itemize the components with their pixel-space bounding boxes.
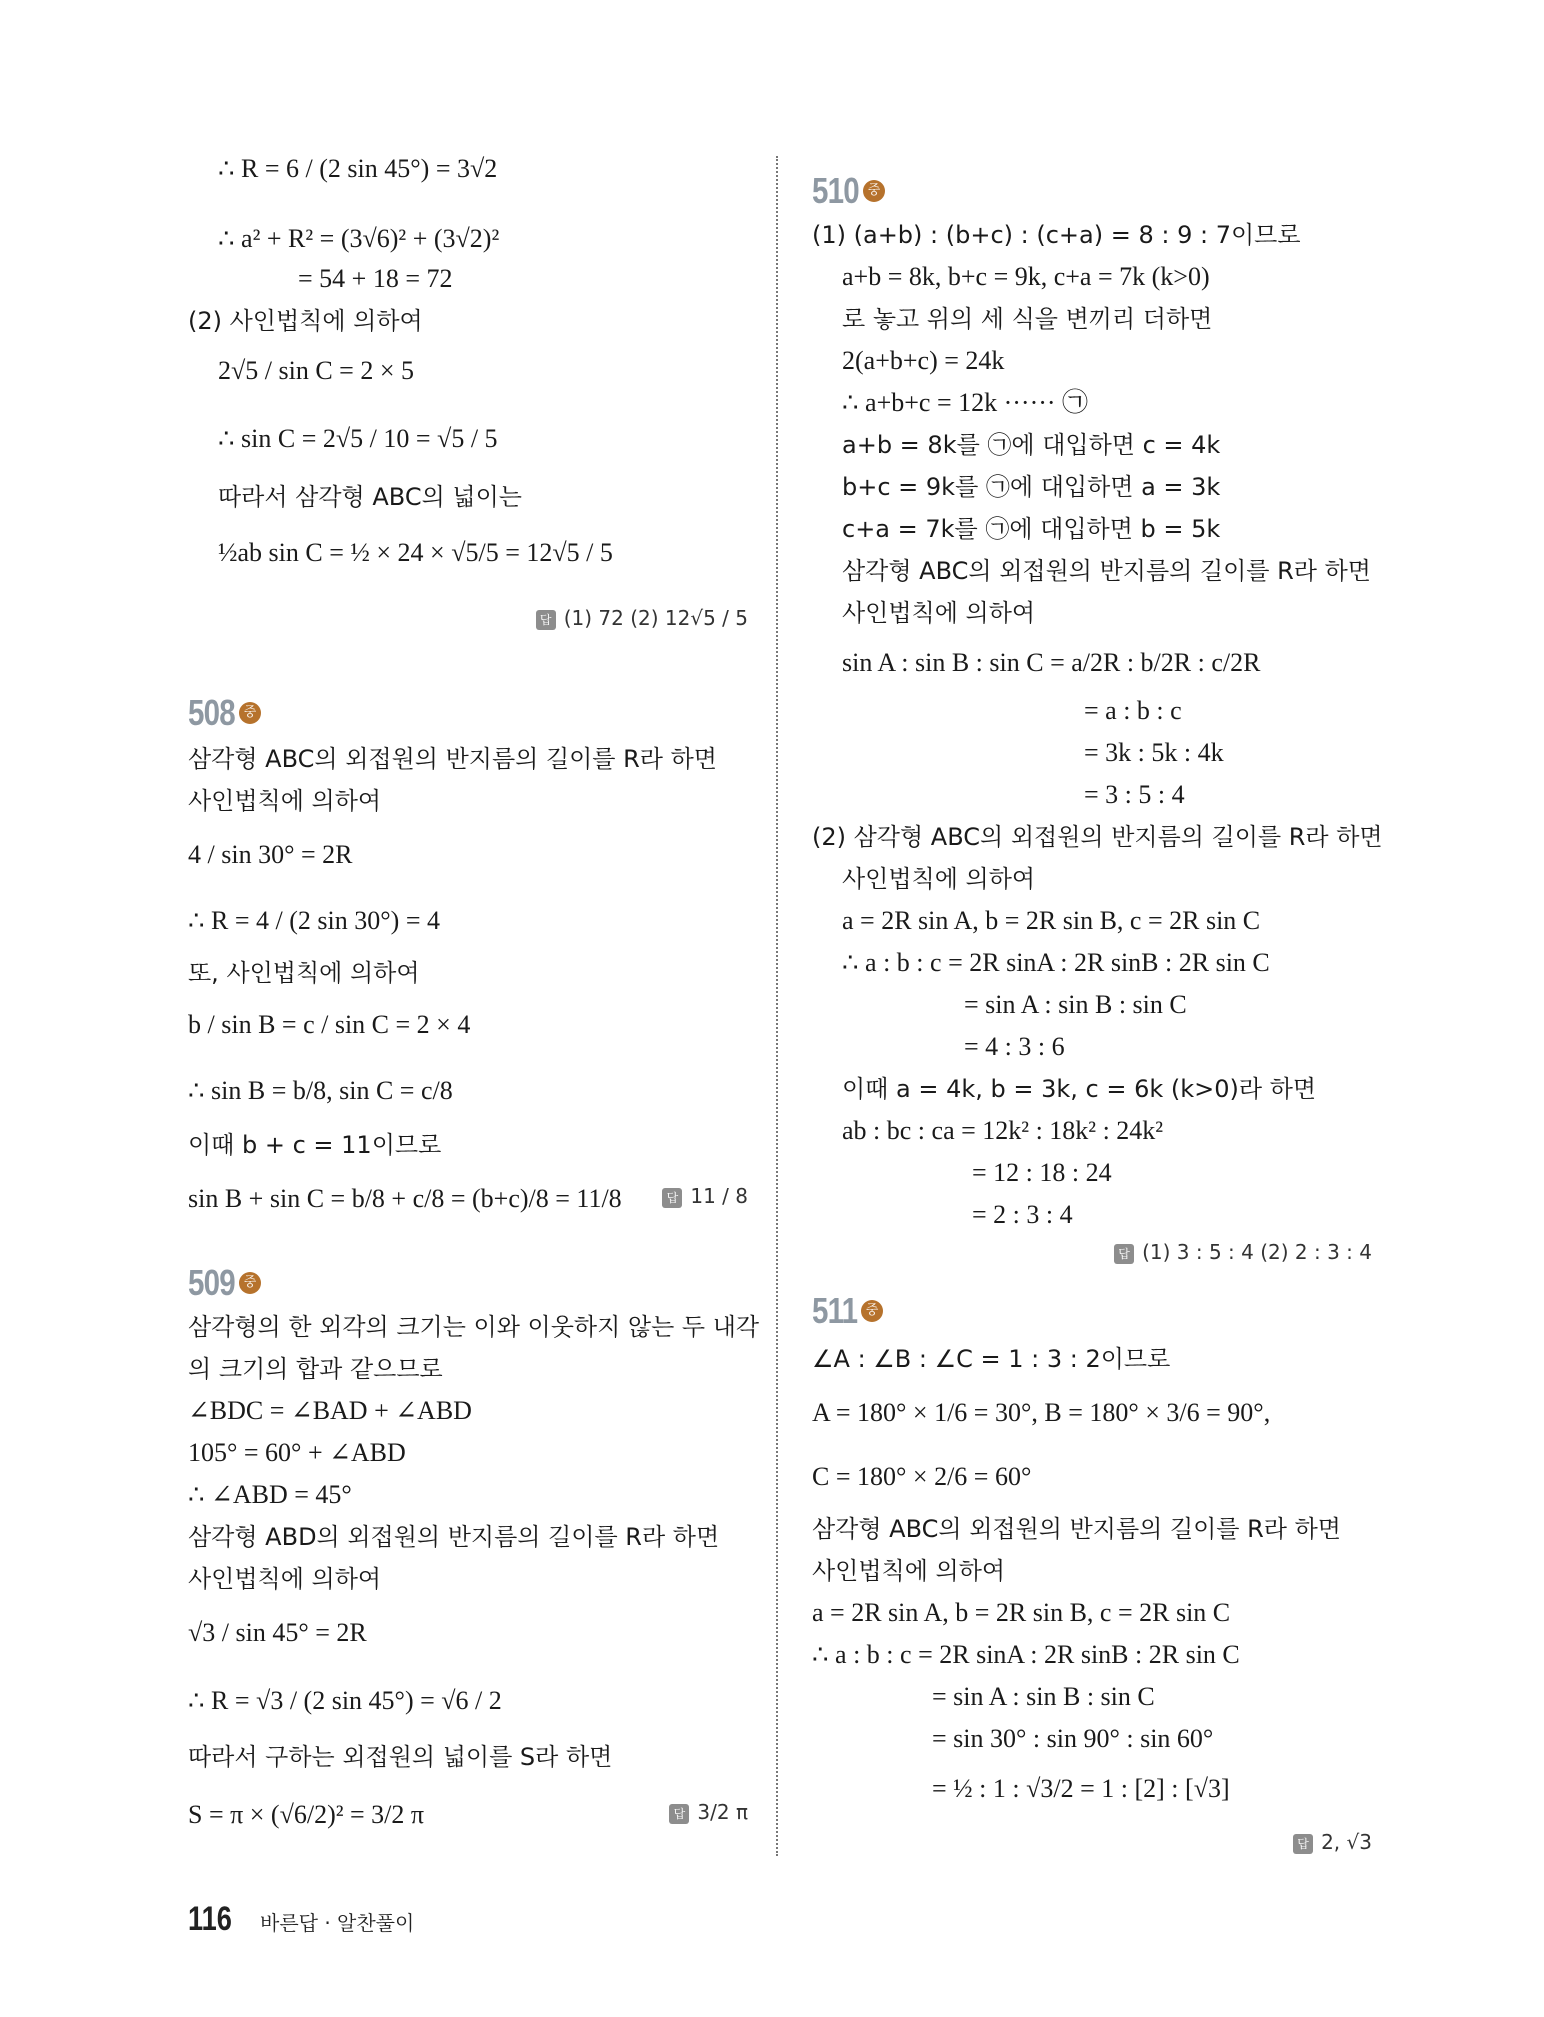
solution-line: 2√5 / sin C = 2 × 5 [218,356,415,385]
solution-line: 삼각형의 한 외각의 크기는 이와 이웃하지 않는 두 내각 [188,1313,760,1341]
solution-line: 105° = 60° + ∠ABD [188,1438,406,1467]
solution-line: = 3k : 5k : 4k [1084,738,1224,767]
answer-text: (1) 72 (2) 12√5 / 5 [563,606,748,630]
solution-line: ∴ a : b : c = 2R sinA : 2R sinB : 2R sin C [842,948,1270,977]
solution-line: 사인법칙에 의하여 [188,787,382,815]
problem-508-number: 508 [188,692,235,733]
solution-line: 따라서 구하는 외접원의 넓이를 S라 하면 [188,1743,613,1771]
solution-line: ∴ sin B = b/8, sin C = c/8 [188,1076,453,1105]
solution-line: 사인법칙에 의하여 [842,599,1036,627]
solution-line: = 54 + 18 = 72 [298,264,453,293]
solution-line: = 4 : 3 : 6 [964,1032,1065,1061]
solution-line: = sin 30° : sin 90° : sin 60° [932,1724,1214,1753]
answer-marker-icon: 답 [1114,1244,1134,1264]
solution-line: A = 180° × 1/6 = 30°, B = 180° × 3/6 = 90°, [812,1398,1271,1427]
solution-line: 2(a+b+c) = 24k [842,346,1005,375]
solution-line: ∴ R = √3 / (2 sin 45°) = √6 / 2 [188,1686,502,1715]
problem-511-heading [812,1290,883,1332]
solution-line: 이때 b + c = 11이므로 [188,1131,442,1159]
solution-line: 삼각형 ABC의 외접원의 반지름의 길이를 R라 하면 [812,1515,1341,1543]
solution-line: = sin A : sin B : sin C [932,1682,1155,1711]
difficulty-badge-icon: 중 [863,180,885,202]
problem-511-number: 511 [812,1290,858,1331]
solution-line: 삼각형 ABC의 외접원의 반지름의 길이를 R라 하면 [842,557,1371,585]
problem-510-heading [812,170,885,212]
solution-line: ∠BDC = ∠BAD + ∠ABD [188,1396,472,1425]
solution-line: 사인법칙에 의하여 [188,1565,382,1593]
solution-line: 로 놓고 위의 세 식을 변끼리 더하면 [842,305,1213,333]
problem-509-number: 509 [188,1262,235,1303]
page-number: 116 [188,1900,232,1938]
column-divider [776,156,778,1856]
solution-line: = 2 : 3 : 4 [972,1200,1073,1229]
problem-508-heading [188,692,261,734]
solution-line: C = 180° × 2/6 = 60° [812,1462,1032,1491]
difficulty-badge-icon: 중 [239,1272,261,1294]
answer-text: 3/2 π [697,1800,748,1824]
answer-507 [536,606,748,630]
solution-line: a+b = 8k를 ㉠에 대입하면 c = 4k [842,431,1221,459]
solution-line: = sin A : sin B : sin C [964,990,1187,1019]
solution-line: S = π × (√6/2)² = 3/2 π [188,1800,425,1829]
answer-marker-icon: 답 [1293,1834,1313,1854]
solution-line: ∠A : ∠B : ∠C = 1 : 3 : 2이므로 [812,1345,1171,1373]
solution-line: ∴ a² + R² = (3√6)² + (3√2)² [218,224,500,253]
solution-line: 사인법칙에 의하여 [812,1557,1006,1585]
answer-508 [662,1184,748,1208]
book-title: 바른답 · 알찬풀이 [260,1911,415,1935]
solution-line: c+a = 7k를 ㉠에 대입하면 b = 5k [842,515,1221,543]
solution-line: = ½ : 1 : √3/2 = 1 : [2] : [√3] [932,1774,1230,1803]
solution-line: 사인법칙에 의하여 [842,865,1036,893]
solution-line: 또, 사인법칙에 의하여 [188,959,420,987]
solution-line: 삼각형 ABC의 외접원의 반지름의 길이를 R라 하면 [188,745,717,773]
answer-511 [1293,1830,1372,1854]
solution-line: √3 / sin 45° = 2R [188,1618,367,1647]
difficulty-badge-icon: 중 [239,702,261,724]
solution-line: 이때 a = 4k, b = 3k, c = 6k (k>0)라 하면 [842,1075,1317,1103]
solution-line: = 12 : 18 : 24 [972,1158,1112,1187]
answer-marker-icon: 답 [536,610,556,630]
solution-line: a = 2R sin A, b = 2R sin B, c = 2R sin C [812,1598,1231,1627]
answer-text: 2, √3 [1321,1830,1372,1854]
solution-line: a+b = 8k, b+c = 9k, c+a = 7k (k>0) [842,262,1210,291]
solution-line: ∴ R = 6 / (2 sin 45°) = 3√2 [218,154,498,183]
solution-line: (1) (a+b) : (b+c) : (c+a) = 8 : 9 : 7이므로 [812,221,1301,249]
solution-line: 삼각형 ABD의 외접원의 반지름의 길이를 R라 하면 [188,1523,720,1551]
problem-510-number: 510 [812,170,859,211]
solution-line: 의 크기의 합과 같으므로 [188,1355,443,1383]
solution-line: sin A : sin B : sin C = a/2R : b/2R : c/2R [842,648,1261,677]
page-footer [188,1900,414,1939]
solution-line: 따라서 삼각형 ABC의 넓이는 [218,483,522,511]
solution-line: = 3 : 5 : 4 [1084,780,1185,809]
answer-text: 11 / 8 [690,1184,748,1208]
solution-line: ∴ sin C = 2√5 / 10 = √5 / 5 [218,424,498,453]
solution-line: a = 2R sin A, b = 2R sin B, c = 2R sin C [842,906,1261,935]
solution-line: b+c = 9k를 ㉠에 대입하면 a = 3k [842,473,1221,501]
answer-marker-icon: 답 [669,1804,689,1824]
problem-509-heading [188,1262,261,1304]
solution-line: sin B + sin C = b/8 + c/8 = (b+c)/8 = 11/8 [188,1184,622,1213]
solution-line: ab : bc : ca = 12k² : 18k² : 24k² [842,1116,1164,1145]
answer-509 [669,1800,748,1824]
solution-line: ∴ R = 4 / (2 sin 30°) = 4 [188,906,440,935]
answer-510 [1114,1240,1372,1264]
solution-line: ∴ a+b+c = 12k ······ ㉠ [842,388,1089,417]
solution-line: ½ab sin C = ½ × 24 × √5/5 = 12√5 / 5 [218,538,613,567]
solution-line: (2) 사인법칙에 의하여 [188,307,423,335]
solution-line: = a : b : c [1084,696,1182,725]
solution-line: b / sin B = c / sin C = 2 × 4 [188,1010,471,1039]
solution-line: 4 / sin 30° = 2R [188,840,353,869]
solution-line: (2) 삼각형 ABC의 외접원의 반지름의 길이를 R라 하면 [812,823,1383,851]
answer-text: (1) 3 : 5 : 4 (2) 2 : 3 : 4 [1142,1240,1372,1264]
answer-marker-icon: 답 [662,1188,682,1208]
solution-line: ∴ ∠ABD = 45° [188,1480,352,1509]
solution-line: ∴ a : b : c = 2R sinA : 2R sinB : 2R sin C [812,1640,1240,1669]
difficulty-badge-icon: 중 [861,1300,883,1322]
